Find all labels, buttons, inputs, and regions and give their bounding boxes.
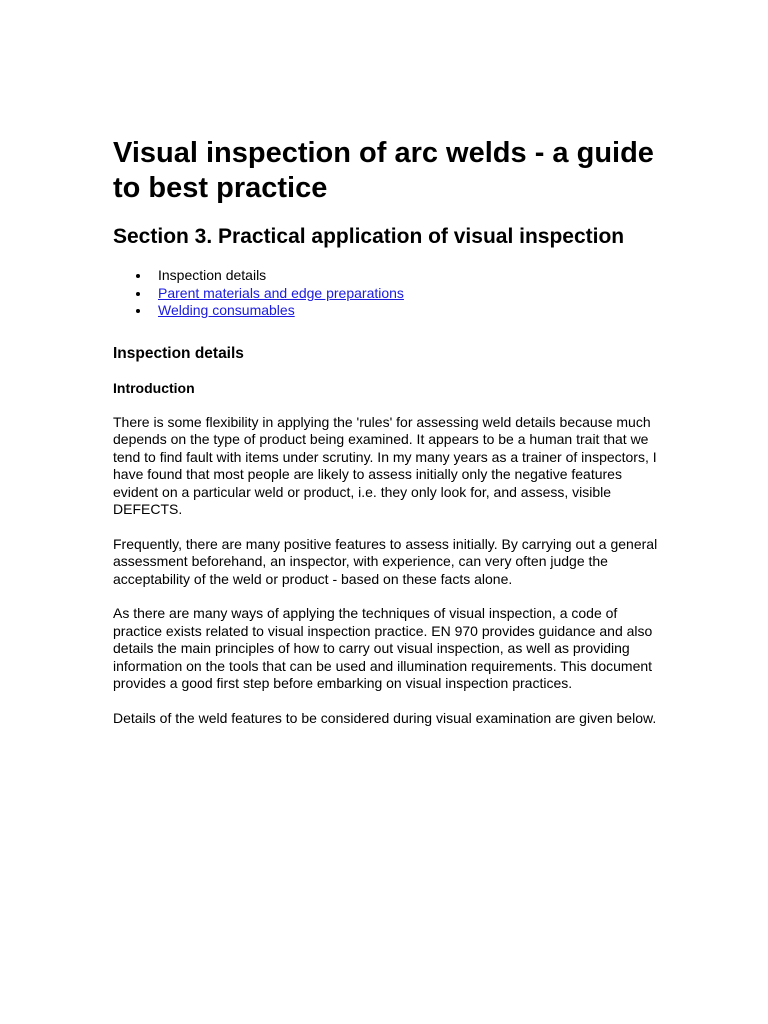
toc-item-parent-materials (113, 285, 658, 303)
section-title: Section 3. Practical application of visual inspection (113, 225, 625, 248)
paragraph: Frequently, there are many positive features to assess initially. By carrying out a general assessment beforehand, an inspector, with experience, can very often judge the acceptability of the weld or product - based on these facts alone. (113, 535, 658, 587)
toc-link-parent-materials[interactable]: Parent materials and edge preparations (158, 284, 404, 301)
document-title: Visual inspection of arc welds - a guide to best practice (113, 137, 654, 204)
bullet-icon (136, 309, 140, 313)
bullet-icon (136, 274, 140, 278)
paragraph: There is some flexibility in applying the 'rules' for assessing weld details because much depends on the type of product being examined. It appears to be a human trait that we tend to find fault with items under scrutiny. In my many years as a trainer of inspectors, I have found that most people are likely to assess initially only the negative features evident on a particular weld or product, i.e. they only look for, and assess, visible DEFECTS. (113, 413, 657, 517)
toc-item-inspection-details (113, 267, 658, 285)
subsection-title: Inspection details (113, 344, 244, 362)
toc-item-label: Inspection details (158, 267, 267, 283)
document-page (113, 136, 658, 727)
paragraph: As there are many ways of applying the techniques of visual inspection, a code of practice exists related to visual inspection practice. EN 970 provides guidance and also details the main principles of how to carry out visual inspection, as well as providing information on the tools that can be used and illumination requirements. This document provides a good first step before embarking on visual inspection practices. (113, 605, 653, 691)
toc-item-welding-consumables (113, 302, 658, 320)
bullet-icon (136, 292, 140, 296)
table-of-contents (113, 267, 658, 320)
toc-link-welding-consumables[interactable]: Welding consumables (158, 302, 295, 318)
introduction-heading: Introduction (113, 379, 195, 396)
paragraph: Details of the weld features to be considered during visual examination are given below. (113, 709, 657, 726)
